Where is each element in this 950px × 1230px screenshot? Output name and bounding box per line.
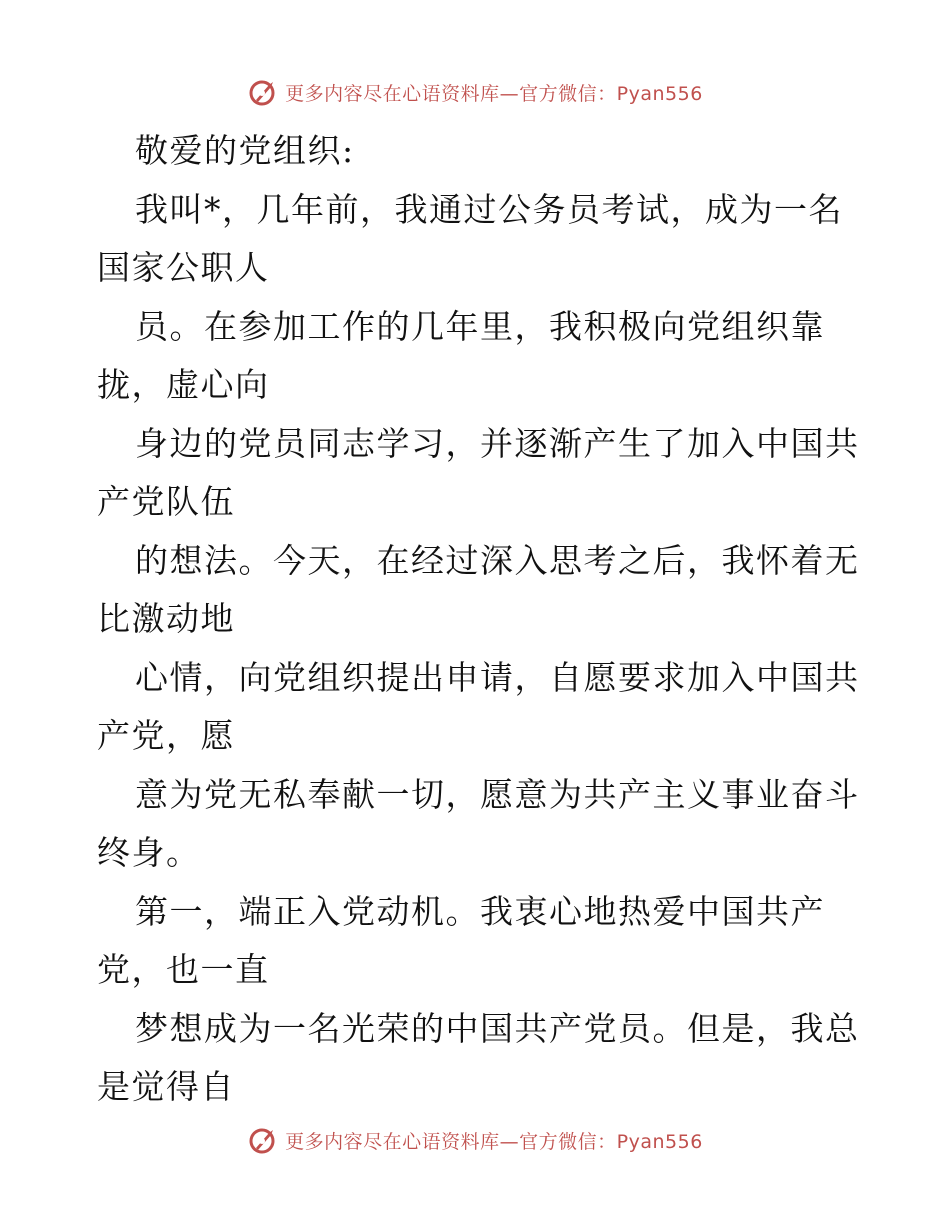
pen-logo-icon xyxy=(247,76,279,108)
text-line: 的想法。今天，在经过深入思考之后，我怀着无 xyxy=(135,540,860,580)
letter-body xyxy=(97,122,860,1117)
pen-logo-icon xyxy=(247,1124,279,1156)
text-line: 梦想成为一名光荣的中国共产党员。但是，我总 xyxy=(135,1008,860,1048)
text-line: 心情，向党组织提出申请，自愿要求加入中国共 xyxy=(135,657,860,697)
text-line: 员。在参加工作的几年里，我积极向党组织靠 xyxy=(135,306,825,346)
text-line: 是觉得自 xyxy=(97,1067,235,1106)
banner-text: 更多内容尽在心语资料库—官方微信：Pyan556 xyxy=(285,82,703,105)
text-line: 终身。 xyxy=(97,833,201,872)
header-banner xyxy=(0,72,950,112)
text-line: 产党队伍 xyxy=(97,482,235,521)
text-line: 国家公职人 xyxy=(97,248,270,287)
text-line: 意为党无私奉献一切，愿意为共产主义事业奋斗 xyxy=(135,774,860,814)
text-line: 比激动地 xyxy=(97,599,235,638)
text-line: 拢，虚心向 xyxy=(97,365,270,404)
text-line: 党，也一直 xyxy=(97,950,270,989)
salutation: 敬爱的党组织: xyxy=(135,131,355,170)
text-line: 我叫*，几年前，我通过公务员考试，成为一名 xyxy=(135,189,843,229)
text-line: 身边的党员同志学习，并逐渐产生了加入中国共 xyxy=(135,423,860,463)
text-line: 第一，端正入党动机。我衷心地热爱中国共产 xyxy=(135,891,825,931)
text-line: 产党，愿 xyxy=(97,716,235,755)
footer-banner xyxy=(0,1120,950,1160)
banner-text: 更多内容尽在心语资料库—官方微信：Pyan556 xyxy=(285,1130,703,1153)
